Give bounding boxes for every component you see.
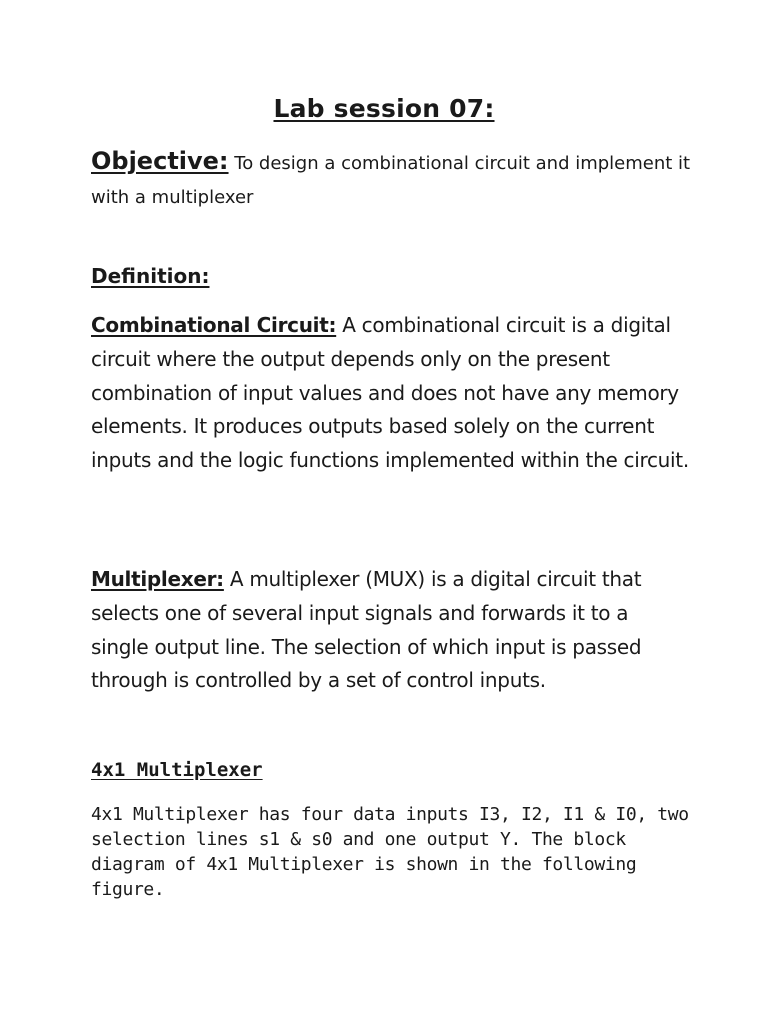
combinational-circuit-label: Combinational Circuit:: [91, 313, 337, 337]
multiplexer-paragraph: [91, 563, 691, 698]
mux-4x1-heading: 4x1 Multiplexer: [91, 759, 263, 781]
multiplexer-text: A multiplexer (MUX) is a digital circuit that selects one of several input signals and forwards it to a single output line. The selection of which input is passed through is controlled by a set of control inputs.: [91, 567, 642, 693]
objective-text: To design a combinational circuit and implement it with a multiplexer: [91, 153, 691, 208]
combinational-circuit-paragraph: [91, 309, 691, 478]
multiplexer-label: Multiplexer:: [91, 567, 224, 591]
page-title: Lab session 07:: [273, 94, 495, 123]
objective-paragraph: [91, 144, 691, 215]
objective-label: Objective:: [91, 147, 229, 175]
mux-4x1-paragraph: 4x1 Multiplexer has four data inputs I3, I2, I1 & I0, two selection lines s1 & s0 and one output Y. The block diagram of 4x1 Multiplexer is shown in the following figure.: [91, 804, 689, 900]
combinational-circuit-text: A combinational circuit is a digital circuit where the output depends only on the present combination of input values and does not have any memory elements. It produces outputs based solely on the current inputs and the logic functions implemented within the circuit.: [91, 313, 689, 473]
definition-heading: Definition:: [91, 264, 210, 288]
